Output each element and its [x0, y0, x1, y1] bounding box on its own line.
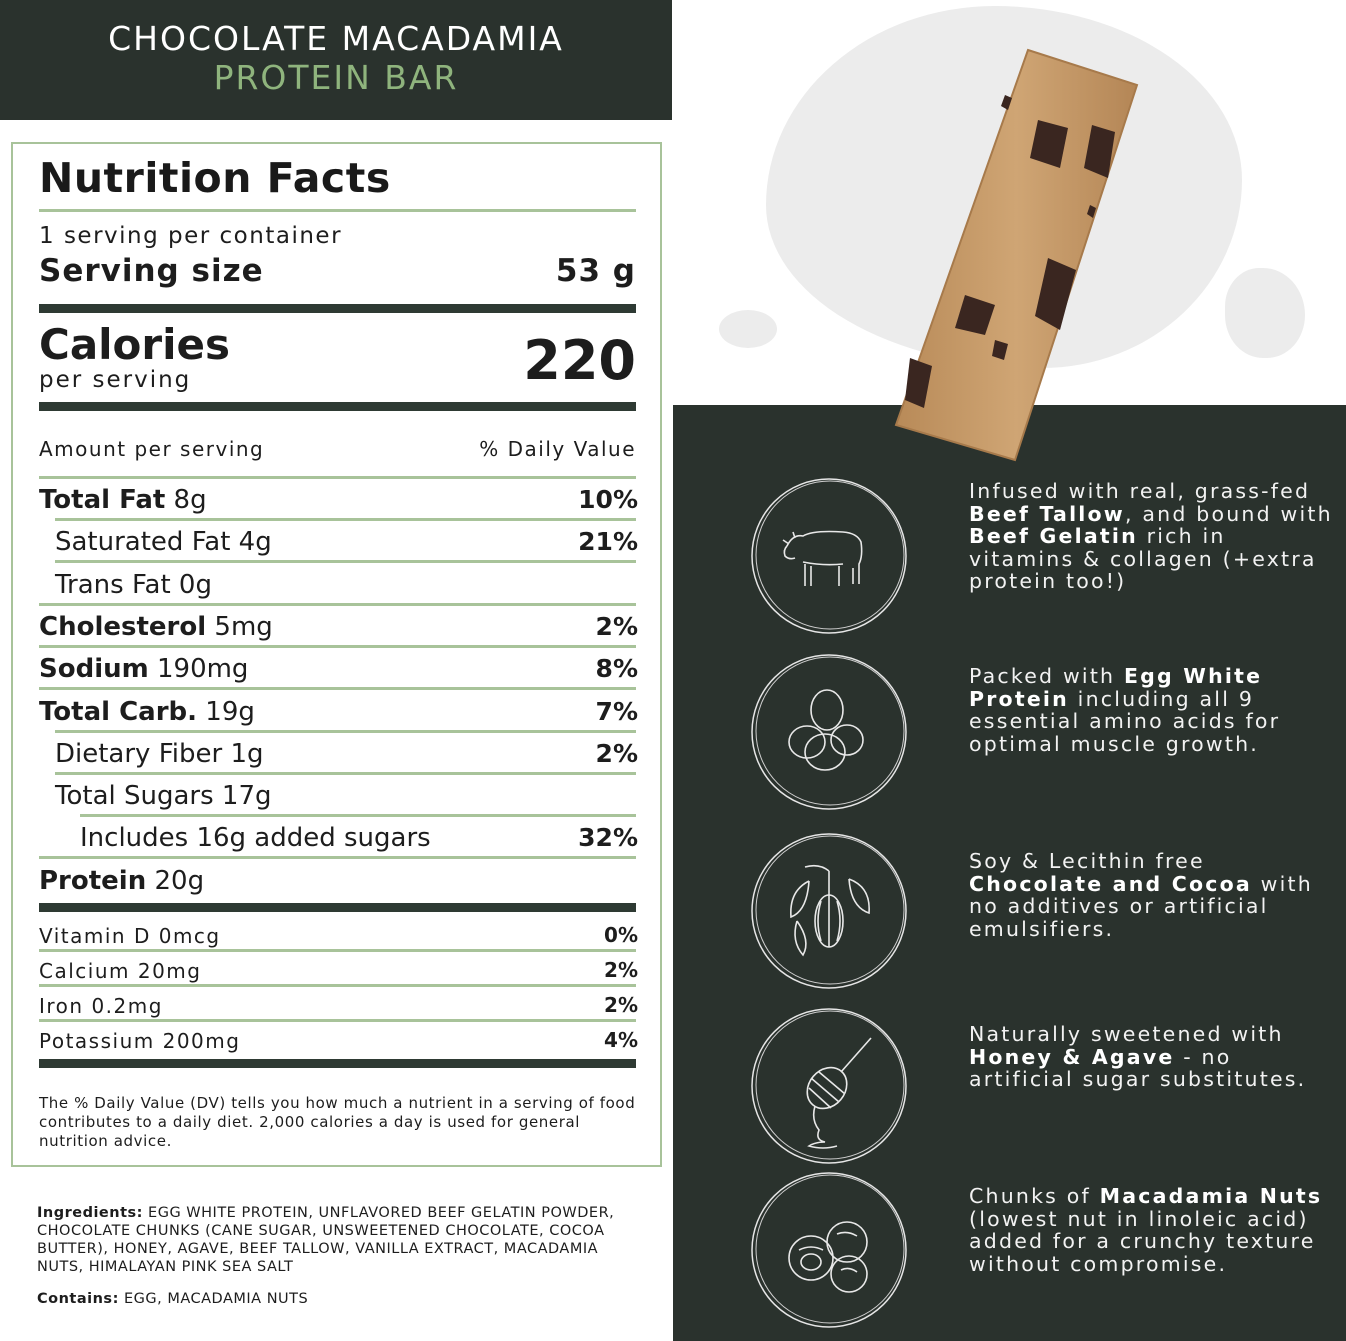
nutrient-label — [55, 570, 212, 600]
vitamin-row — [39, 987, 636, 1022]
feature-text: Infused with real, grass-fed — [969, 479, 1311, 503]
nutrient-label — [39, 612, 273, 642]
feature-highlight: Beef Tallow — [969, 501, 1125, 526]
nutrient-row — [39, 775, 636, 817]
nutrient-name: Total Fat — [39, 485, 166, 515]
nutrient-amount: 19g — [197, 696, 255, 727]
nutrient-label — [55, 781, 272, 811]
nutrient-label — [80, 823, 431, 853]
nutrition-facts-title: Nutrition Facts — [39, 154, 391, 202]
protein-bar-image — [880, 40, 1160, 470]
nutrient-name: Cholesterol — [39, 611, 207, 642]
nutrient-amount: 20g — [146, 865, 205, 896]
divider-thick — [39, 1059, 636, 1068]
nutrient-label — [39, 697, 255, 727]
contains-label: Contains: — [37, 1291, 119, 1307]
nutrient-label — [55, 739, 264, 769]
nutrient-row — [39, 817, 636, 859]
calories-value: 220 — [523, 329, 636, 392]
nutrient-daily-value: 2% — [595, 611, 638, 641]
nutrient-daily-value: 32% — [578, 823, 638, 853]
nutrient-amount: Trans Fat 0g — [55, 569, 212, 600]
nutrient-amount: 5mg — [206, 611, 273, 642]
vitamin-row — [39, 952, 636, 987]
feature-highlight: Beef Gelatin — [969, 524, 1138, 548]
nutrient-label — [55, 527, 272, 557]
background-blob — [1225, 268, 1305, 358]
contains-text: EGG, MACADAMIA NUTS — [118, 1291, 309, 1307]
vitamin-row — [39, 917, 636, 952]
nutrient-daily-value: 2% — [595, 738, 638, 768]
vitamin-label: Potassium 200mg — [39, 1029, 241, 1053]
allergen-contains — [37, 1291, 308, 1307]
vitamin-daily-value: 0% — [604, 923, 638, 947]
ingredients-label: Ingredients: — [37, 1205, 143, 1221]
nutrient-amount: Saturated Fat 4g — [55, 527, 272, 558]
nutrient-name: Protein — [39, 865, 147, 896]
product-name-line2: PROTEIN BAR — [213, 58, 459, 97]
nutrient-row — [39, 606, 636, 648]
nutrient-row — [39, 691, 636, 733]
feature-highlight: Macadamia Nuts — [1099, 1184, 1323, 1208]
feature-text: - no artificial sugar substitutes. — [969, 1044, 1307, 1091]
feature-description — [969, 1023, 1339, 1091]
vitamin-daily-value: 4% — [604, 1028, 638, 1052]
feature-description — [969, 665, 1339, 755]
nutrient-daily-value: 10% — [578, 485, 638, 514]
feature-icon-badge — [749, 476, 909, 636]
nutrient-row — [39, 733, 636, 775]
feature-text: , and bound with — [1124, 501, 1333, 526]
feature-description — [969, 480, 1339, 593]
nutrient-row — [39, 648, 636, 690]
macadamia-nuts-icon — [749, 1170, 909, 1330]
nutrient-label — [39, 866, 204, 896]
feature-highlight: Honey & Agave — [969, 1044, 1175, 1069]
feature-text: Soy & Lecithin free — [969, 849, 1205, 873]
honey-dipper-icon — [749, 1006, 909, 1166]
nutrient-row — [39, 564, 636, 606]
daily-value-footnote: The % Daily Value (DV) tells you how much a nutrient in a serving of food contributes to a daily diet. 2,000 calories a day is used for general nutrition advice. — [39, 1094, 636, 1150]
feature-highlight: Egg White Protein — [969, 664, 1263, 711]
divider-thick — [39, 903, 636, 912]
feature-text: (lowest nut in linoleic acid) added for a crunchy texture without compromise. — [969, 1206, 1316, 1276]
vitamin-row — [39, 1022, 636, 1057]
product-name-line1: CHOCOLATE MACADAMIA — [108, 19, 564, 58]
nutrient-daily-value: 21% — [578, 527, 638, 557]
nutrient-name: Sodium — [39, 654, 149, 685]
feature-text: Chunks of — [969, 1184, 1100, 1208]
feature-text: Packed with — [969, 664, 1124, 688]
nutrition-facts-panel — [11, 142, 662, 1167]
nutrient-daily-value: 7% — [595, 696, 638, 726]
ingredients-text: EGG WHITE PROTEIN, UNFLAVORED BEEF GELATIN POWDER, CHOCOLATE CHUNKS (CANE SUGAR, UNSWEETENED CHOCOLATE, COCOA BUTTER), HONEY, AGAVE, BEEF TALLOW, VANILLA EXTRACT, MACADAMIA NUTS, HIMALAYAN PINK SEA SALT — [37, 1205, 615, 1275]
nutrient-amount: 190mg — [148, 654, 249, 685]
vitamin-label: Iron 0.2mg — [39, 994, 163, 1018]
feature-description — [969, 1185, 1339, 1275]
feature-text: rich in vitamins & collagen (+extra protein too!) — [969, 524, 1317, 593]
feature-text: with no additives or artificial emulsifiers. — [969, 871, 1313, 941]
eggs-icon — [749, 652, 909, 812]
feature-text: including all 9 essential amino acids for optimal muscle growth. — [969, 686, 1281, 756]
nutrient-amount: Total Sugars 17g — [55, 781, 272, 812]
divider — [39, 209, 636, 212]
divider-thick — [39, 402, 636, 411]
nutrient-row — [39, 521, 636, 563]
calories-label: Calories — [39, 320, 231, 369]
ingredients-list — [37, 1204, 637, 1276]
background-blob — [719, 310, 777, 348]
daily-value-header: % Daily Value — [479, 437, 636, 461]
feature-description — [969, 850, 1339, 940]
nutrient-label — [39, 654, 248, 684]
nutrient-amount: Includes 16g added sugars — [80, 823, 431, 854]
vitamin-daily-value: 2% — [604, 993, 638, 1017]
product-header — [0, 0, 672, 120]
serving-size-label: Serving size — [39, 253, 264, 289]
nutrient-daily-value: 8% — [595, 654, 638, 684]
feature-icon-badge — [749, 652, 909, 812]
divider-thick — [39, 304, 636, 313]
feature-icon-badge — [749, 831, 909, 991]
vitamin-label: Calcium 20mg — [39, 959, 202, 983]
cow-icon — [749, 476, 909, 636]
nutrient-label — [39, 485, 207, 515]
feature-text: Naturally sweetened with — [969, 1022, 1284, 1046]
feature-icon-badge — [749, 1006, 909, 1166]
nutrient-row — [39, 479, 636, 521]
feature-highlight: Chocolate and Cocoa — [969, 871, 1252, 896]
nutrient-row — [39, 860, 636, 902]
serving-size-value: 53 g — [555, 253, 636, 289]
nutrient-amount: Dietary Fiber 1g — [55, 738, 264, 769]
nutrient-amount: 8g — [165, 485, 207, 515]
amount-per-serving: Amount per serving — [39, 437, 265, 461]
vitamin-daily-value: 2% — [604, 958, 638, 982]
vitamin-label: Vitamin D 0mcg — [39, 924, 221, 948]
calories-per-serving: per serving — [39, 367, 192, 393]
nutrient-name: Total Carb. — [39, 696, 198, 727]
servings-per-container: 1 serving per container — [39, 223, 343, 249]
feature-icon-badge — [749, 1170, 909, 1330]
cocoa-pod-icon — [749, 831, 909, 991]
